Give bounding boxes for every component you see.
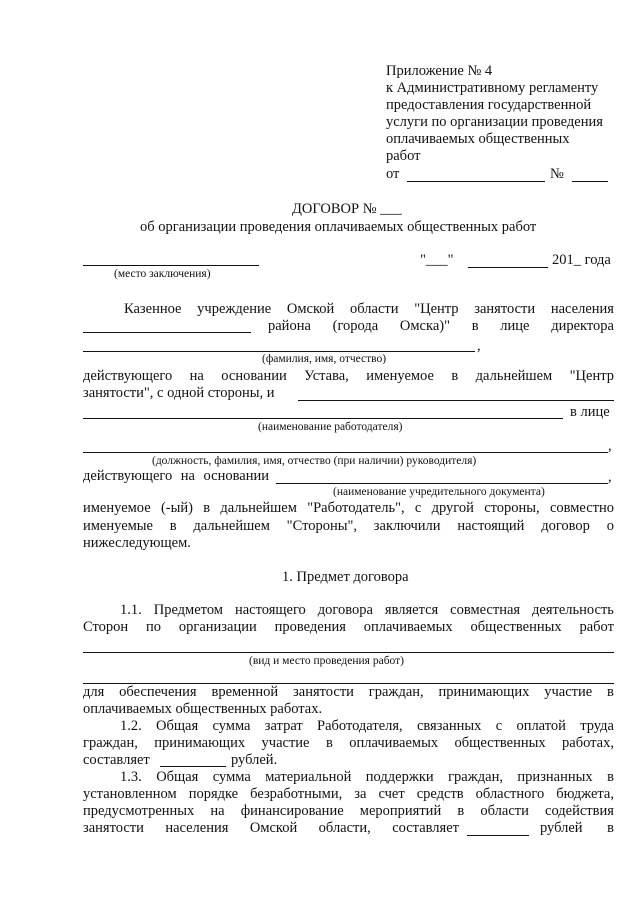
word: Работодателя,: [317, 718, 403, 734]
employer-line-1: [298, 400, 614, 401]
word: общественных: [470, 619, 562, 635]
district-line: [83, 332, 251, 333]
word: о: [606, 518, 614, 534]
p12-amount-line: [160, 766, 226, 767]
word: на: [180, 468, 195, 484]
word: в: [325, 735, 333, 751]
word: поддержки: [365, 769, 434, 785]
date-month-line: [468, 267, 548, 268]
word: порядке: [188, 786, 239, 802]
word: действующего: [83, 368, 173, 384]
word: на: [210, 803, 225, 819]
appendix-number-line: [572, 181, 608, 182]
word: является: [384, 602, 439, 618]
p11-line-2: [83, 619, 614, 636]
word: дальнейшем: [475, 368, 553, 384]
word: счет: [378, 786, 405, 802]
word: именуемое: [366, 368, 434, 384]
word: обеспечения: [119, 684, 197, 700]
word: труда: [580, 718, 614, 734]
word: области: [350, 301, 399, 317]
position-comma: ,: [608, 438, 612, 454]
word: другой: [431, 500, 474, 516]
word: средств: [416, 786, 464, 802]
word: организации: [178, 619, 257, 635]
word: (-ый): [160, 500, 193, 516]
word: за: [354, 786, 367, 802]
founding-doc-caption: (наименование учредительного документа): [333, 486, 545, 498]
word: затрат: [264, 718, 303, 734]
word: именуемое: [83, 500, 151, 516]
word: в: [471, 318, 479, 334]
word: на: [189, 368, 204, 384]
word: области: [480, 803, 529, 819]
word: настоящего: [234, 602, 306, 618]
word: Омской: [249, 820, 298, 836]
contract-subtitle: об организации проведения оплачиваемых общественных работ: [140, 219, 537, 235]
word: граждан,: [368, 684, 424, 700]
p13-line-4: [83, 820, 459, 837]
appendix-line-5: оплачиваемых общественных: [386, 131, 570, 147]
word: настоящий: [457, 518, 525, 534]
word: 1.2.: [120, 718, 142, 734]
position-line: [83, 452, 608, 453]
word: 1.3.: [120, 769, 142, 785]
p13-line-1: [120, 769, 614, 786]
preamble-line-5: [83, 468, 269, 485]
word: (города: [332, 318, 379, 334]
word: стороны,: [484, 500, 540, 516]
word: района: [268, 318, 311, 334]
word: 1.1.: [120, 602, 142, 618]
preamble-line-1: [124, 301, 614, 318]
word: в: [451, 368, 459, 384]
word: основании: [203, 468, 269, 484]
director-comma: ,: [477, 338, 481, 354]
section-1-heading: 1. Предмет договора: [282, 569, 409, 585]
word: оплачиваемых: [349, 735, 439, 751]
word: для: [83, 684, 105, 700]
word: составляет: [392, 820, 459, 836]
p13-amount-line: [467, 835, 529, 836]
fio-caption: (фамилия, имя, отчество): [262, 353, 387, 365]
word: области,: [318, 820, 371, 836]
word: связанных: [416, 718, 482, 734]
word: участие: [261, 735, 310, 751]
appendix-line-2: к Административному регламенту: [386, 80, 599, 96]
p13-line-3: [83, 803, 614, 820]
word: "Стороны",: [286, 518, 358, 534]
word: предусмотренных: [83, 803, 195, 819]
word: в: [607, 769, 614, 785]
word: Устава,: [304, 368, 349, 384]
appendix-line-4: услуги по организации проведения: [386, 114, 603, 130]
word: Общая: [156, 718, 199, 734]
p13-line-2: [83, 786, 614, 803]
director-fio-line: [83, 351, 475, 352]
word: занятости: [293, 684, 354, 700]
preamble-line-6: [83, 500, 614, 517]
word: населения: [165, 820, 229, 836]
word: Казенное: [124, 301, 182, 317]
word: по: [146, 619, 162, 635]
word: установленном: [83, 786, 177, 802]
word: договор: [541, 518, 590, 534]
word: учреждение: [197, 301, 272, 317]
word: "Центр: [414, 301, 459, 317]
works-caption: (вид и место проведения работ): [249, 655, 404, 667]
word: в: [457, 803, 465, 819]
word: общественных: [454, 735, 546, 751]
word: занятости: [83, 820, 144, 836]
word: работ: [579, 619, 614, 635]
word: содействия: [545, 803, 614, 819]
word: "Центр: [569, 368, 614, 384]
word: Общая: [156, 769, 199, 785]
word: дальнейшем: [193, 518, 270, 534]
appendix-line-6: работ: [386, 148, 421, 164]
word: Омска)": [399, 318, 450, 334]
word: деятельность: [532, 602, 614, 618]
founding-doc-comma: ,: [608, 469, 612, 485]
in-person-label: в лице: [570, 404, 610, 420]
word: финансирование: [240, 803, 344, 819]
word: мероприятий: [359, 803, 442, 819]
word: сумма: [212, 718, 251, 734]
word: областного: [475, 786, 545, 802]
word: Предметом: [153, 602, 223, 618]
place-line: [83, 265, 259, 266]
word: признанных: [517, 769, 593, 785]
employer-caption: (наименование работодателя): [258, 421, 403, 433]
date-day-quote: "___": [420, 252, 454, 268]
word: принимающих: [154, 735, 246, 751]
p12-line-3-unit: рублей.: [231, 752, 278, 768]
appendix-from-label: от: [386, 166, 400, 182]
word: дальнейшем: [220, 500, 297, 516]
word: заключили: [373, 518, 441, 534]
word: рублей: [540, 820, 583, 836]
word: действующего: [83, 468, 173, 484]
preamble-line-4: занятости", с одной стороны, и: [83, 385, 275, 401]
word: населения: [550, 301, 614, 317]
date-year: 201_ года: [552, 252, 611, 268]
appendix-line-3: предоставления государственной: [386, 97, 592, 113]
word: именуемые: [83, 518, 153, 534]
word: директора: [551, 318, 614, 334]
p11-line-4: оплачиваемых общественных работах.: [83, 701, 323, 717]
word: материальной: [265, 769, 352, 785]
word: в: [607, 684, 614, 700]
preamble-line-7: [83, 518, 614, 535]
word: "Работодатель",: [307, 500, 405, 516]
appendix-line-1: Приложение № 4: [386, 63, 493, 79]
p12-line-1: [120, 718, 614, 735]
preamble-line-2: [268, 318, 614, 335]
word: оплатой: [516, 718, 566, 734]
word: совместная: [450, 602, 521, 618]
preamble-line-8: нижеследующем.: [83, 535, 191, 551]
word: проведения: [274, 619, 346, 635]
word: лице: [500, 318, 530, 334]
word: безработными,: [250, 786, 343, 802]
word: с: [495, 718, 503, 734]
appendix-number-label: №: [550, 166, 564, 182]
word: участие: [544, 684, 593, 700]
word: в: [169, 518, 177, 534]
word: в: [203, 500, 211, 516]
word: принимающих: [438, 684, 530, 700]
employer-line-2: [83, 418, 563, 419]
word: Омской: [286, 301, 335, 317]
preamble-line-3: [83, 368, 614, 385]
word: временной: [211, 684, 279, 700]
word: бюджета,: [556, 786, 614, 802]
word: сумма: [212, 769, 251, 785]
p11-line-3: [83, 684, 614, 701]
p12-line-2: [83, 735, 614, 752]
word: оплачиваемых: [363, 619, 453, 635]
place-caption: (место заключения): [114, 268, 211, 280]
contract-title: ДОГОВОР № ___: [292, 201, 402, 217]
word: договора: [317, 602, 373, 618]
word: в: [607, 820, 614, 836]
p11-line-1: [120, 602, 614, 619]
word: занятости: [474, 301, 536, 317]
appendix-date-line: [407, 181, 545, 182]
word: основании: [221, 368, 287, 384]
works-line-1: [83, 652, 614, 653]
word: работах,: [562, 735, 614, 751]
word: Сторон: [83, 619, 129, 635]
word: с: [414, 500, 422, 516]
position-caption: (должность, фамилия, имя, отчество (при наличии) руководителя): [152, 455, 477, 467]
word: граждан,: [448, 769, 503, 785]
p13-line-4-end: [540, 820, 614, 837]
word: совместно: [549, 500, 614, 516]
p12-line-3-label: составляет: [83, 752, 150, 768]
founding-doc-line: [276, 483, 608, 484]
word: граждан,: [83, 735, 138, 751]
